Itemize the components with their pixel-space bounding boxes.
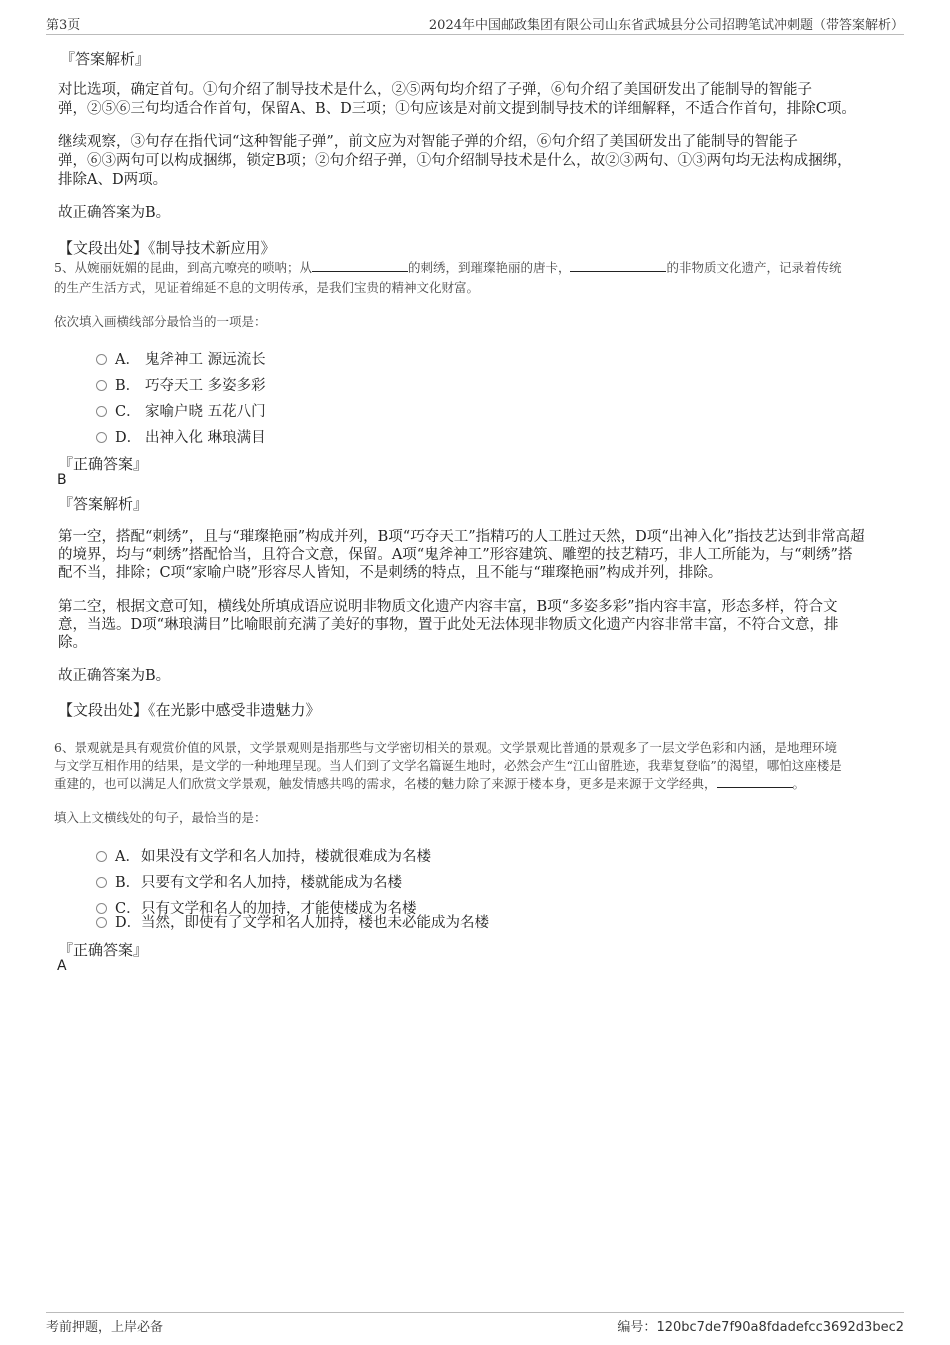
q5-analysis-line: 意，当选。D项“琳琅满目”比喻眼前充满了美好的事物，置于此处无法体现非物质文化遗产内容非常丰富，不符合文意，排 — [58, 617, 839, 633]
q6-option-d[interactable]: D．当然，即使有了文学和名人加持，楼也未必能成为名楼 — [96, 911, 489, 931]
page-number: 第3页 — [46, 18, 81, 33]
fill-blank — [312, 259, 408, 272]
q4-analysis-line: 弹，②⑤⑥三句均适合作首句，保留A、B、D三项；①句应该是对前文提到制导技术的详细解释，不适合作首句，排除C项。 — [58, 101, 856, 117]
q6-stem-line: 重建的，也可以满足人们欣赏文学景观，触发情感共鸣的需求，名楼的魅力除了来源于楼本身，更多是来源于文学经典， 。 — [54, 776, 806, 791]
q6-option-a[interactable]: A．如果没有文学和名人加持，楼就很难成为名楼 — [96, 845, 431, 865]
radio-icon[interactable] — [96, 380, 107, 391]
q4-analysis-line: 对比选项，确定首句。①句介绍了制导技术是什么，②⑤两句均介绍了子弹，⑥句介绍了美国研发出了能制导的智能子 — [58, 82, 812, 98]
q5-analysis-line: 第二空，根据文意可知，横线处所填成语应说明非物质文化遗产内容丰富，B项“多姿多彩”指内容丰富，形态多样，符合文 — [58, 599, 838, 615]
q4-analysis-line: 弹，⑥③两句可以构成捆绑，锁定B项；②句介绍子弹，①句介绍制导技术是什么，故②③两句、①③两句均无法构成捆绑， — [58, 153, 852, 169]
footer-slogan: 考前押题，上岸必备 — [46, 1320, 164, 1335]
radio-icon[interactable] — [96, 877, 107, 888]
q5-option-a[interactable]: A． 鬼斧神工 源远流长 — [96, 348, 266, 368]
radio-icon[interactable] — [96, 354, 107, 365]
q6-answer-tag: 『正确答案』 — [58, 941, 149, 959]
q5-answer-tag: 『正确答案』 — [58, 455, 149, 473]
fill-blank — [717, 775, 793, 788]
q5-analysis-line: 第一空，搭配“刺绣”，且与“璀璨艳丽”构成并列，B项“巧夺天工”指精巧的人工胜过天然，D项“出神入化”指技艺达到非常高超 — [58, 529, 865, 545]
q5-stem-line: 5、从婉丽妩媚的昆曲，到高亢嘹亮的唢呐；从 的刺绣，到璀璨艳丽的唐卡， 的非物质文化遗产，记录着传统 — [54, 260, 842, 275]
q5-answer: B — [57, 472, 67, 488]
q6-option-b[interactable]: B．只要有文学和名人加持，楼就能成为名楼 — [96, 871, 402, 891]
radio-icon[interactable] — [96, 851, 107, 862]
q4-conclusion: 故正确答案为B。 — [58, 205, 171, 221]
fill-blank — [570, 259, 666, 272]
q5-conclusion: 故正确答案为B。 — [58, 668, 171, 684]
radio-icon[interactable] — [96, 432, 107, 443]
q5-stem-line: 的生产生活方式，见证着绵延不息的文明传承，是我们宝贵的精神文化财富。 — [54, 280, 480, 295]
q5-analysis-tag: 『答案解析』 — [58, 495, 149, 513]
q6-option-c[interactable]: C．只有文学和名人的加持，才能使楼成为名楼 — [96, 897, 417, 917]
q5-analysis-line: 配不当，排除；C项“家喻户晓”形容尽人皆知，不是刺绣的特点，且不能与“璀璨艳丽”构成并列，排除。 — [58, 565, 723, 581]
q4-analysis-tag: 『答案解析』 — [60, 50, 151, 68]
q4-analysis-line: 排除A、D两项。 — [58, 172, 168, 188]
radio-icon[interactable] — [96, 917, 107, 928]
page-footer — [46, 1312, 904, 1337]
document-title: 2024年中国邮政集团有限公司山东省武城县分公司招聘笔试冲刺题（带答案解析） — [428, 18, 904, 33]
q5-prompt: 依次填入画横线部分最恰当的一项是： — [54, 314, 267, 329]
q4-source: 【文段出处】《制导技术新应用》 — [58, 239, 276, 257]
q4-analysis-line: 继续观察，③句存在指代词“这种智能子弹”，前文应为对智能子弹的介绍，⑥句介绍了美国研发出了能制导的智能子 — [58, 134, 798, 150]
q6-stem-line: 与文学互相作用的结果，是文学的一种地理呈现。当人们到了文学名篇诞生地时，必然会产生“江山留胜迹，我辈复登临”的渴望，哪怕这座楼是 — [54, 758, 842, 773]
q6-answer: A — [57, 958, 67, 974]
q5-analysis-line: 的境界，均与“刺绣”搭配恰当，且符合文意，保留。A项“鬼斧神工”形容建筑、雕塑的技艺精巧，非人工所能为，与“刺绣”搭 — [58, 547, 853, 563]
page-header — [46, 12, 904, 35]
q5-analysis-line: 除。 — [58, 635, 87, 651]
q5-option-d[interactable]: D． 出神入化 琳琅满目 — [96, 426, 266, 446]
q6-stem-line: 6、景观就是具有观赏价值的风景，文学景观则是指那些与文学密切相关的景观。文学景观比普通的景观多了一层文学色彩和内涵，是地理环境 — [54, 740, 837, 755]
q5-option-b[interactable]: B． 巧夺天工 多姿多彩 — [96, 374, 266, 394]
q5-option-c[interactable]: C． 家喻户晓 五花八门 — [96, 400, 266, 420]
radio-icon[interactable] — [96, 406, 107, 417]
document-code: 编号：120bc7de7f90a8fdadefcc3692d3bec2 — [617, 1320, 904, 1335]
q6-prompt: 填入上文横线处的句子，最恰当的是： — [54, 810, 267, 825]
q5-source: 【文段出处】《在光影中感受非遗魅力》 — [58, 701, 321, 719]
